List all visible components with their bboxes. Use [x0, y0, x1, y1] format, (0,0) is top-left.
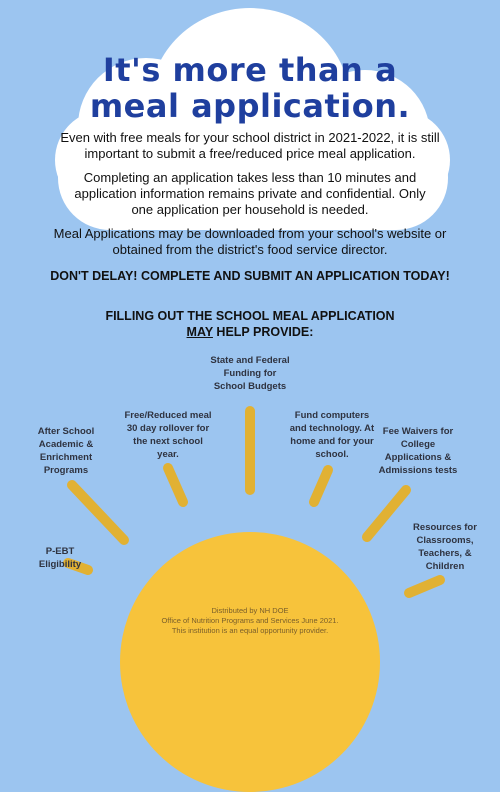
title-line-2: meal application.: [89, 87, 411, 125]
ray-upper-right: [367, 490, 406, 537]
ray-mid-right: [314, 470, 328, 502]
footer: [140, 606, 360, 636]
benefit-fee-waivers: Fee Waivers for College Applications & Admissions tests: [378, 426, 458, 476]
footer-line-2: Office of Nutrition Programs and Services June 2021.: [161, 616, 339, 625]
benefit-after-school: After School Academic & Enrichment Programs: [37, 426, 95, 476]
intro-paragraph: Even with free meals for your school district in 2021-2022, it is still important to submit a free/reduced price meal application.: [60, 130, 440, 161]
download-paragraph: Meal Applications may be downloaded from your school's website or obtained from the district's food service director.: [53, 226, 447, 257]
benefits-heading-may: MAY: [186, 325, 213, 339]
ray-upper-left: [72, 485, 124, 540]
benefits-heading-line-1: FILLING OUT THE SCHOOL MEAL APPLICATION: [105, 309, 395, 323]
benefit-meal-rollover: Free/Reduced meal 30 day rollover for the next school year.: [124, 410, 212, 460]
benefit-resources: Resources for Classrooms, Teachers, & Children: [413, 522, 477, 572]
ray-right: [409, 580, 440, 593]
benefits-heading-rest: HELP PROVIDE:: [212, 325, 314, 339]
cta-heading: DON'T DELAY! COMPLETE AND SUBMIT AN APPLICATION TODAY!: [50, 269, 450, 283]
privacy-paragraph: Completing an application takes less than 10 minutes and application information remains private and confidential. Only one application per household is needed.: [74, 170, 426, 217]
title-line-1: It's more than a: [102, 51, 398, 89]
ray-mid-left: [168, 468, 183, 502]
benefit-pebt: P-EBT Eligibility: [38, 546, 82, 570]
benefit-computers: Fund computers and technology. At home and for your school.: [289, 410, 375, 460]
benefit-state-federal-funding: State and Federal Funding for School Budgets: [210, 355, 290, 392]
footer-line-1: Distributed by NH DOE: [211, 606, 289, 615]
footer-line-3: This institution is an equal opportunity provider.: [171, 626, 329, 635]
